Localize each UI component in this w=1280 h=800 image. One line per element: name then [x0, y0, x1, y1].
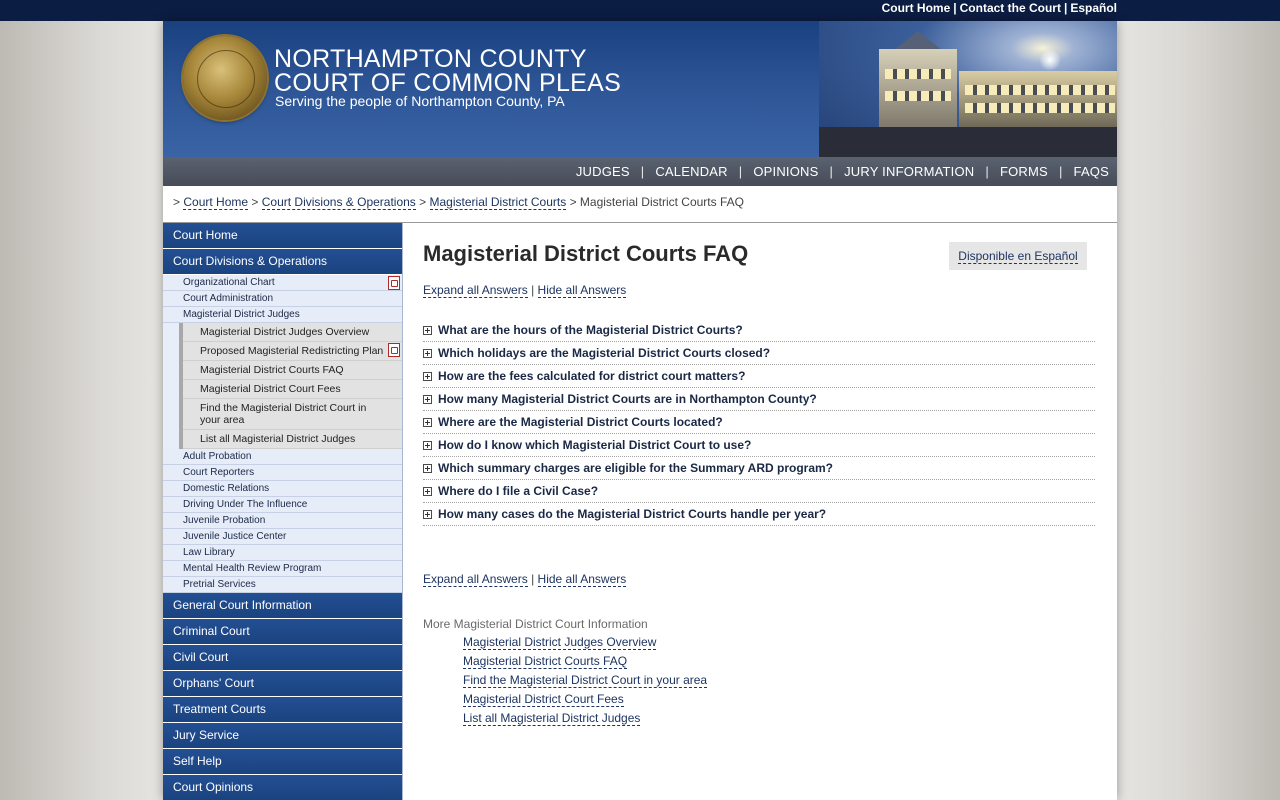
sidebar-item-court-reporters[interactable] [163, 465, 402, 481]
sidebar-item-list-judges[interactable] [183, 430, 402, 449]
sidebar-criminal-court[interactable]: Criminal Court [163, 619, 402, 645]
more-link-find-court[interactable]: Find the Magisterial District Court in your area [463, 673, 708, 687]
sidebar-item-label: Juvenile Probation [183, 515, 266, 526]
sidebar-item-court-fees[interactable] [183, 380, 402, 399]
main-content [423, 223, 1113, 800]
site-banner [163, 21, 1117, 157]
expand-plus-icon[interactable] [423, 326, 432, 335]
sidebar-item-juvenile-justice-center[interactable] [163, 529, 402, 545]
faq-question[interactable] [423, 411, 1095, 434]
list-item [463, 690, 707, 709]
sidebar-item-mental-health-review[interactable] [163, 561, 402, 577]
expand-plus-icon[interactable] [423, 372, 432, 381]
spanish-version-link[interactable]: Disponible en Español [958, 249, 1078, 263]
sidebar-item-label: Adult Probation [183, 451, 252, 462]
sidebar-item-label: Pretrial Services [183, 579, 256, 590]
faq-question[interactable] [423, 457, 1095, 480]
sidebar-item-magisterial-district-judges[interactable] [163, 307, 402, 323]
sidebar-orphans-court[interactable]: Orphans' Court [163, 671, 402, 697]
nav-jury-information[interactable]: JURY INFORMATION [844, 164, 975, 179]
sidebar-item-redistricting-plan[interactable] [183, 342, 402, 361]
sidebar-item-dui[interactable] [163, 497, 402, 513]
sidebar-jury-service[interactable]: Jury Service [163, 723, 402, 749]
faq-question[interactable] [423, 365, 1095, 388]
sidebar-item-label: Proposed Magisterial Redistricting Plan [200, 345, 384, 357]
more-link-judges-overview[interactable]: Magisterial District Judges Overview [463, 635, 657, 649]
controls-separator: | [531, 572, 535, 586]
nav-separator: | [985, 164, 989, 179]
sidebar-item-label: Organizational Chart [183, 277, 275, 288]
courthouse-photo [819, 21, 1117, 157]
faq-question[interactable] [423, 480, 1095, 503]
site-tagline: Serving the people of Northampton County, PA [275, 93, 565, 109]
sidebar-item-label: Domestic Relations [183, 483, 270, 494]
page-title: Magisterial District Courts FAQ [423, 241, 749, 266]
faq-question[interactable] [423, 503, 1095, 526]
sidebar-self-help[interactable]: Self Help [163, 749, 402, 775]
top-link-separator: | [1063, 1, 1068, 15]
faq-controls-bottom [423, 572, 626, 586]
nav-opinions[interactable]: OPINIONS [753, 164, 819, 179]
sidebar-item-court-administration[interactable] [163, 291, 402, 307]
top-link-separator: | [953, 1, 957, 15]
sidebar-court-opinions[interactable]: Court Opinions [163, 775, 402, 800]
sidebar-civil-court[interactable]: Civil Court [163, 645, 402, 671]
expand-plus-icon[interactable] [423, 395, 432, 404]
more-info-heading: More Magisterial District Court Information [423, 617, 648, 631]
hide-all-answers-link[interactable]: Hide all Answers [537, 283, 627, 297]
expand-plus-icon[interactable] [423, 349, 432, 358]
nav-separator: | [640, 164, 645, 179]
sidebar-court-divisions[interactable]: Court Divisions & Operations [163, 249, 402, 275]
sidebar-item-label: Magisterial District Courts FAQ [200, 364, 344, 376]
breadcrumb-court-home[interactable]: Court Home [183, 195, 249, 209]
faq-question-text[interactable]: Which holidays are the Magisterial District Courts closed? [438, 346, 771, 360]
sidebar-item-label: Magisterial District Court Fees [200, 383, 341, 395]
faq-question[interactable] [423, 388, 1095, 411]
left-sidebar [163, 223, 403, 800]
list-item [463, 709, 707, 728]
sidebar-general-court-information[interactable]: General Court Information [163, 593, 402, 619]
breadcrumb [173, 195, 744, 209]
breadcrumb-separator: > [419, 195, 427, 209]
list-item [463, 671, 707, 690]
list-item [463, 652, 707, 671]
faq-list [423, 319, 1095, 526]
faq-question-text[interactable]: How do I know which Magisterial District Court to use? [438, 438, 752, 452]
sidebar-item-courts-faq[interactable] [183, 361, 402, 380]
more-link-court-fees[interactable]: Magisterial District Court Fees [463, 692, 624, 706]
sidebar-item-pretrial-services[interactable] [163, 577, 402, 593]
spanish-version-box [949, 242, 1087, 270]
sidebar-item-label: Law Library [183, 547, 235, 558]
nav-judges[interactable]: JUDGES [575, 164, 630, 179]
sidebar-item-label: Juvenile Justice Center [183, 531, 287, 542]
sidebar-item-label: Mental Health Review Program [183, 563, 322, 574]
sidebar-item-label: Driving Under The Influence [183, 499, 308, 510]
page-frame [163, 21, 1117, 800]
faq-question-text[interactable]: Where do I file a Civil Case? [438, 484, 599, 498]
breadcrumb-prefix: > [173, 195, 181, 209]
site-title-line1[interactable]: NORTHAMPTON COUNTY [274, 45, 587, 73]
sidebar-item-domestic-relations[interactable] [163, 481, 402, 497]
breadcrumb-separator: > [251, 195, 259, 209]
more-info-links [463, 633, 707, 728]
faq-question-text[interactable]: Where are the Magisterial District Courts located? [438, 415, 723, 429]
pdf-icon [388, 343, 400, 357]
sidebar-item-judges-overview[interactable] [183, 323, 402, 342]
breadcrumb-magisterial-courts[interactable]: Magisterial District Courts [429, 195, 567, 209]
expand-plus-icon[interactable] [423, 418, 432, 427]
faq-controls-top [423, 283, 626, 297]
top-utility-bar [0, 0, 1280, 21]
pdf-icon [388, 276, 400, 290]
sidebar-item-find-court[interactable] [183, 399, 402, 430]
breadcrumb-separator: > [569, 195, 577, 209]
faq-question[interactable] [423, 434, 1095, 457]
faq-question-text[interactable]: Which summary charges are eligible for the Summary ARD program? [438, 461, 833, 475]
faq-question[interactable] [423, 319, 1095, 342]
nav-separator: | [1058, 164, 1063, 179]
nav-calendar[interactable]: CALENDAR [655, 164, 728, 179]
nav-separator: | [738, 164, 743, 179]
expand-plus-icon[interactable] [423, 441, 432, 450]
sidebar-item-label: Find the Magisterial District Court in your area [200, 402, 367, 426]
sidebar-item-label: Magisterial District Judges Overview [200, 326, 370, 338]
expand-all-answers-link[interactable]: Expand all Answers [423, 572, 528, 586]
more-link-list-judges[interactable]: List all Magisterial District Judges [463, 711, 641, 725]
expand-plus-icon[interactable] [423, 510, 432, 519]
controls-separator: | [531, 283, 535, 297]
list-item [463, 633, 707, 652]
faq-question[interactable] [423, 342, 1095, 365]
main-nav [163, 157, 1117, 186]
faq-question-text[interactable]: How many Magisterial District Courts are in Northampton County? [438, 392, 817, 406]
sidebar-item-law-library[interactable] [163, 545, 402, 561]
sidebar-item-label: Court Reporters [183, 467, 255, 478]
pennsylvania-seal-icon[interactable] [183, 36, 267, 120]
more-link-courts-faq[interactable]: Magisterial District Courts FAQ [463, 654, 628, 668]
top-link-court-home[interactable]: Court Home [881, 1, 951, 15]
top-link-espanol[interactable]: Español [1070, 1, 1117, 15]
sidebar-item-juvenile-probation[interactable] [163, 513, 402, 529]
hide-all-answers-link[interactable]: Hide all Answers [537, 572, 627, 586]
site-title-line2[interactable]: COURT OF COMMON PLEAS [274, 69, 622, 97]
sidebar-magisterial-submenu [179, 323, 402, 449]
sidebar-item-label: Magisterial District Judges [183, 309, 300, 320]
nav-faqs[interactable]: FAQS [1073, 164, 1109, 179]
top-links [882, 1, 1117, 15]
faq-question-text[interactable]: How many cases do the Magisterial District Courts handle per year? [438, 507, 827, 521]
faq-question-text[interactable]: How are the fees calculated for district court matters? [438, 369, 746, 383]
faq-question-text[interactable]: What are the hours of the Magisterial District Courts? [438, 323, 743, 337]
top-link-contact[interactable]: Contact the Court [959, 1, 1061, 15]
sidebar-item-organizational-chart[interactable] [163, 275, 402, 291]
sidebar-treatment-courts[interactable]: Treatment Courts [163, 697, 402, 723]
sidebar-item-label: List all Magisterial District Judges [200, 433, 356, 445]
nav-forms[interactable]: FORMS [999, 164, 1048, 179]
expand-all-answers-link[interactable]: Expand all Answers [423, 283, 528, 297]
sidebar-item-adult-probation[interactable] [163, 449, 402, 465]
sidebar-court-home[interactable]: Court Home [163, 223, 402, 249]
expand-plus-icon[interactable] [423, 487, 432, 496]
sidebar-item-label: Court Administration [183, 293, 274, 304]
expand-plus-icon[interactable] [423, 464, 432, 473]
breadcrumb-court-divisions[interactable]: Court Divisions & Operations [261, 195, 416, 209]
breadcrumb-current: Magisterial District Courts FAQ [579, 195, 744, 209]
nav-separator: | [829, 164, 834, 179]
